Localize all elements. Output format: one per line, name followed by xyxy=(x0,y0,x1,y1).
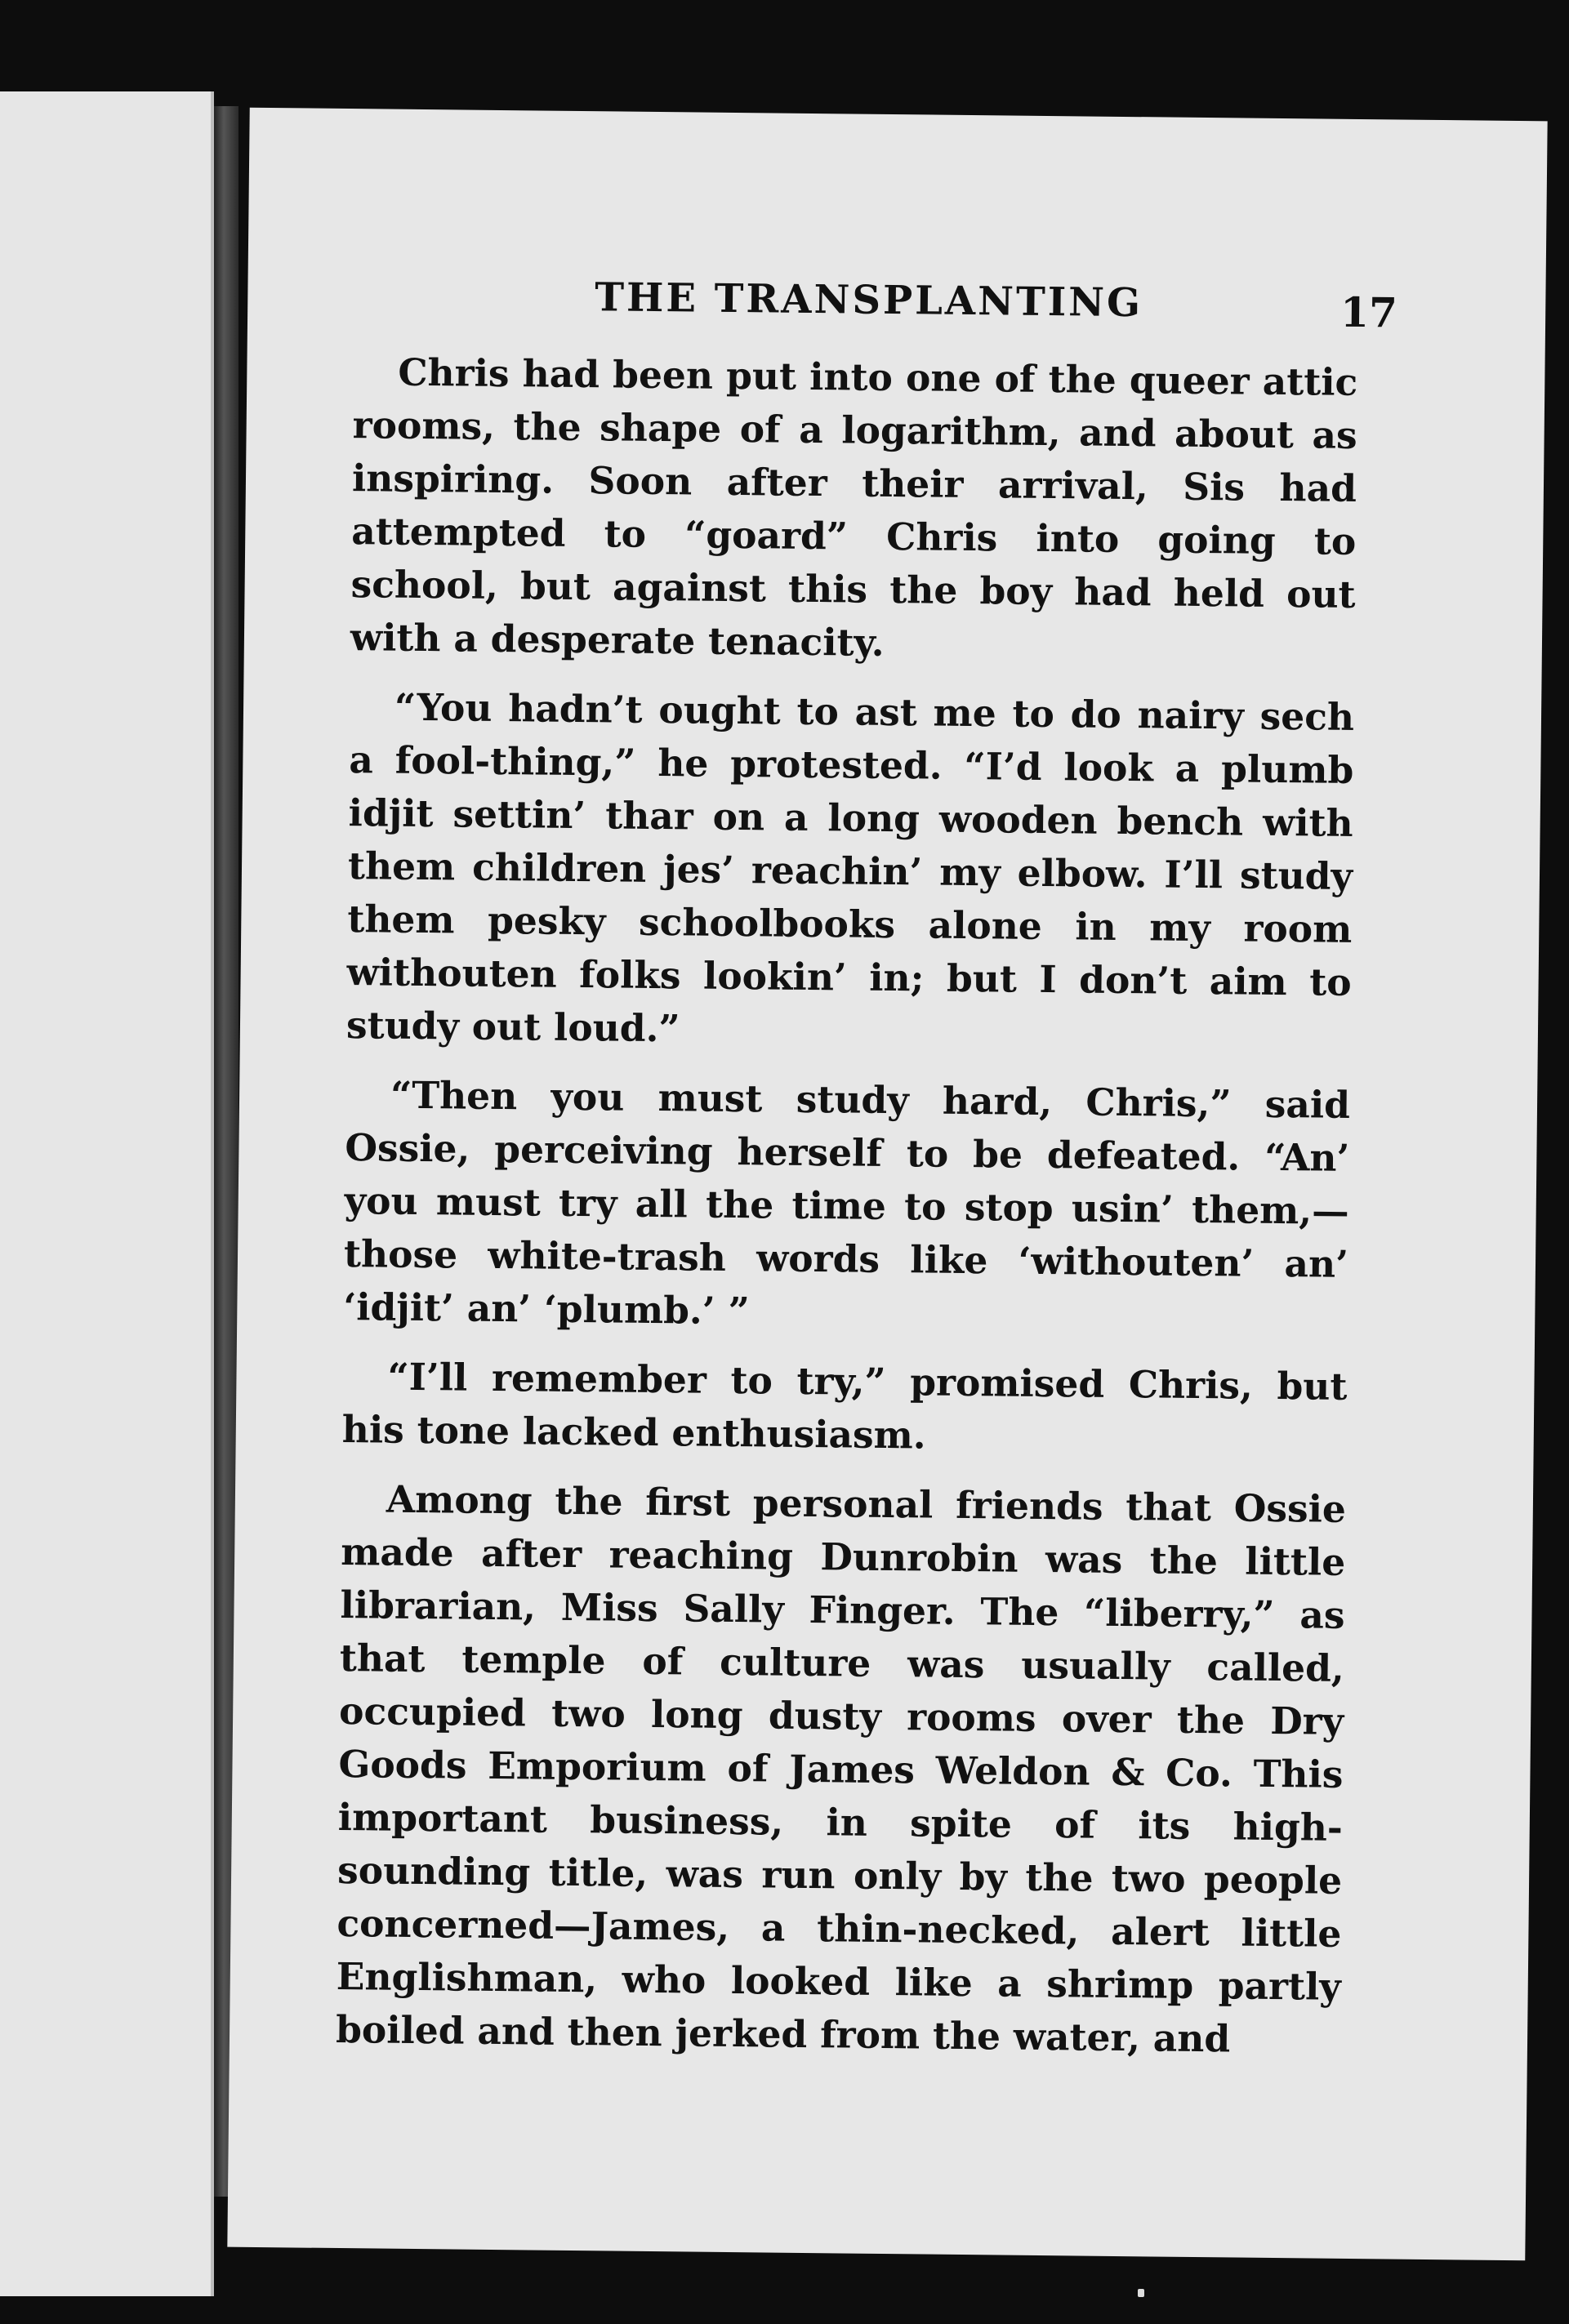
body-text xyxy=(336,345,1358,2083)
facing-page-edge xyxy=(0,91,214,2296)
paragraph: “I’ll remember to try,” promised Chris, but his tone lacked enthusiasm. xyxy=(341,1354,1348,1458)
book-page xyxy=(227,108,1547,2260)
scan-speck xyxy=(1138,2289,1144,2297)
page-number: 17 xyxy=(1339,287,1398,337)
paragraph: Chris had been put into one of the queer attic rooms, the shape of a logarithm, and about as inspiring. Soon after their arrival, Sis had attempted to “goard” Chris into going to school, but against this the boy had held out with a desperate tenacity. xyxy=(350,349,1358,665)
paragraph: Among the first personal friends that Ossie made after reaching Dunrobin was the little librarian, Miss Sally Finger. The “liberry,” as that temple of culture was usually called, occupied two long dusty rooms over the Dry Goods Emporium of James Weldon & Co. This important business, in spite of its high-sounding title, was run only by the two people concerned—James, a thin-necked, alert little Englishman, who looked like a shrimp partly boiled and then jerked from the water, and xyxy=(335,1476,1347,2061)
paragraph: “Then you must study hard, Chris,” said Ossie, perceiving herself to be defeated. “An’ you must try all the time to stop usin’ them,—those white-trash words like ‘withouten’ an’ ‘idjit’ an’ ‘plumb.’ ” xyxy=(343,1072,1351,1333)
running-head: THE TRANSPLANTING xyxy=(595,274,1143,327)
paragraph: “You hadn’t ought to ast me to do nairy sech a fool-thing,” he protested. “I’d look a plumb idjit settin’ thar on a long wooden bench with them children jes’ reachin’ my elbow. I’ll study them pesky schoolbooks alone in my room withouten folks lookin’ in; but I don’t aim to study out loud.” xyxy=(345,684,1355,1051)
